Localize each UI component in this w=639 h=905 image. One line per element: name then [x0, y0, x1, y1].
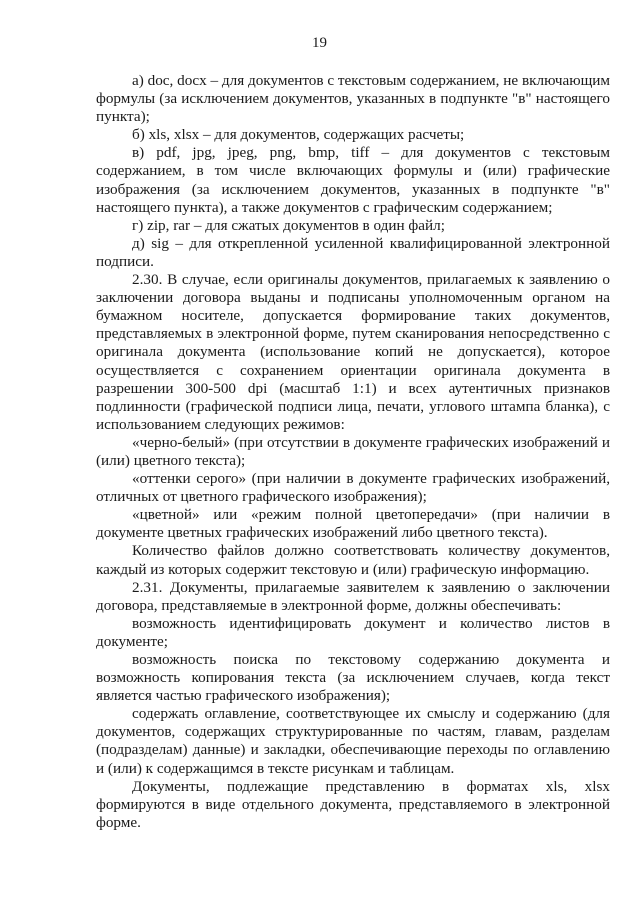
paragraph-file-count: Количество файлов должно соответствовать количеству документов, каждый из которых содержит текстовую и (или) графическую информацию.	[96, 542, 610, 578]
paragraph-mode-color: «цветной» или «режим полной цветопередачи» (при наличии в документе цветных графических изображений либо цветного текста).	[96, 506, 610, 542]
paragraph-2-31: 2.31. Документы, прилагаемые заявителем к заявлению о заключении договора, представляемые в электронной форме, должны обеспечивать:	[96, 578, 610, 614]
paragraph-mode-bw: «черно-белый» (при отсутствии в документе графических изображений и (или) цветного текста);	[96, 433, 610, 469]
paragraph-contents: содержать оглавление, соответствующее их смыслу и содержанию (для документов, содержащих структурированные по частям, главам, разделам (подразделам) данные) и закладки, обеспечивающие переходы по оглавлению и (или) к содержащимся в тексте рисункам и таблицам.	[96, 705, 610, 777]
paragraph-search: возможность поиска по текстовому содержанию документа и возможность копирования текста (за исключением случаев, когда текст является частью графического изображения);	[96, 651, 610, 705]
page-number: 19	[312, 35, 327, 51]
paragraph-xls-separate: Документы, подлежащие представлению в форматах xls, xlsx формируются в виде отдельного документа, представляемого в электронной форме.	[96, 777, 610, 831]
paragraph-format-sig: д) sig – для открепленной усиленной квалифицированной электронной подписи.	[96, 234, 610, 270]
paragraph-mode-grey: «оттенки серого» (при наличии в документе графических изображений, отличных от цветного графического изображения);	[96, 470, 610, 506]
paragraph-identify: возможность идентифицировать документ и количество листов в документе;	[96, 614, 610, 650]
paragraph-format-pdf: в) pdf, jpg, jpeg, png, bmp, tiff – для документов с текстовым содержанием, в том числе включающих формулы и (или) графические изображения (за исключением документов, указанных в подпункте "в" настоящего пункта), а также документов с графическим содержанием;	[96, 144, 610, 216]
document-body	[96, 72, 610, 832]
paragraph-format-zip: г) zip, rar – для сжатых документов в один файл;	[132, 216, 445, 234]
paragraph-2-30: 2.30. В случае, если оригиналы документов, прилагаемых к заявлению о заключении договора выданы и подписаны уполномоченным органом на бумажном носителе, допускается формирование таких документов, представляемых в электронной форме, путем сканирования непосредственно с оригинала документа (использование копий не допускается), которое осуществляется с сохранением ориентации оригинала документа в разрешении 300-500 dpi (масштаб 1:1) и всех аутентичных признаков подлинности (графической подписи лица, печати, углового штампа бланка), с использованием следующих режимов:	[96, 271, 610, 433]
paragraph-format-doc: а) doc, docx – для документов с текстовым содержанием, не включающим формулы (за исключением документов, указанных в подпункте "в" настоящего пункта);	[96, 72, 610, 126]
paragraph-format-xls: б) xls, xlsx – для документов, содержащих расчеты;	[132, 126, 465, 144]
